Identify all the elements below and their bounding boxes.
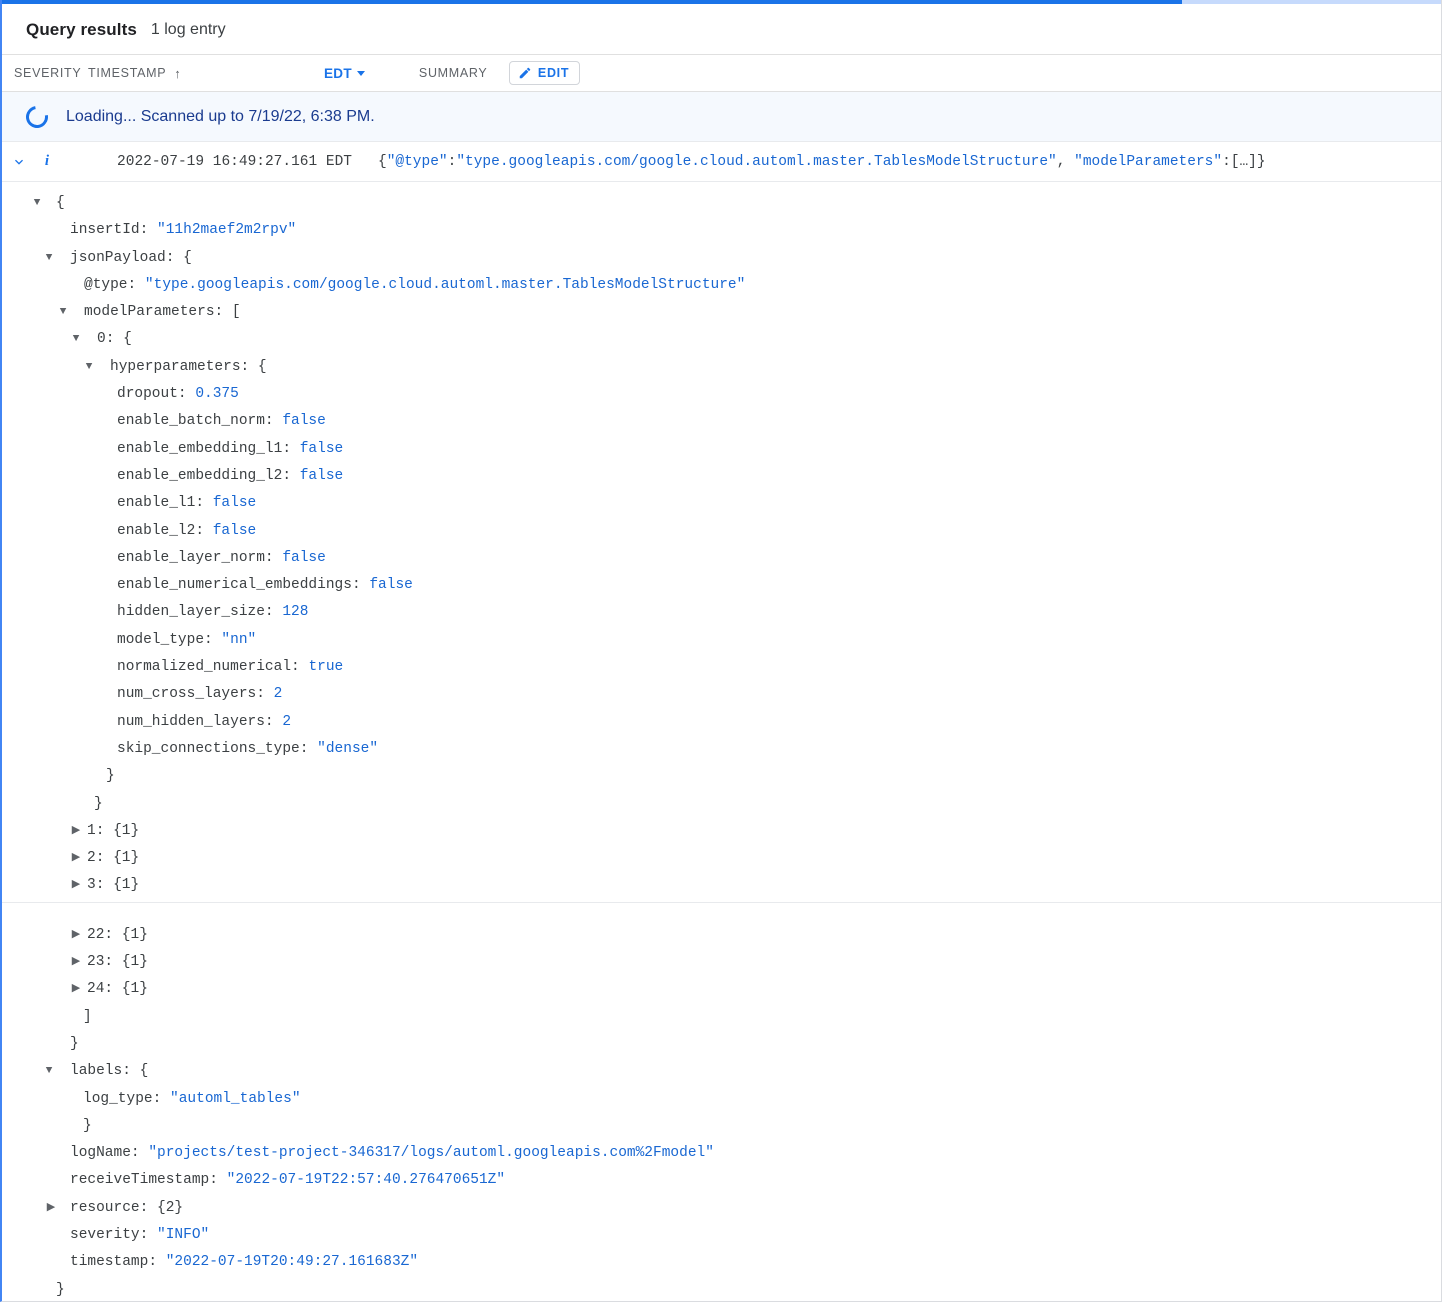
summary-key-modelparameters: "modelParameters"	[1074, 153, 1223, 170]
json-value-text: "2022-07-19T20:49:27.161683Z"	[165, 1254, 419, 1271]
column-header-summary[interactable]: SUMMARY	[418, 66, 488, 80]
json-value-text: true	[308, 659, 344, 676]
json-tree-row	[2, 709, 1441, 736]
json-value-text: "automl_tables"	[170, 1090, 301, 1107]
tree-expand-icon[interactable]	[69, 818, 83, 845]
json-key-text: }	[83, 1117, 92, 1134]
json-key-text: resource: {2}	[70, 1199, 184, 1216]
json-key-text: enable_l2:	[117, 522, 213, 539]
json-tree-row	[2, 1058, 1441, 1085]
json-value-text: false	[212, 495, 257, 512]
timezone-label: EDT	[324, 65, 352, 81]
json-tree-gap	[2, 902, 1441, 918]
json-tree-row	[2, 791, 1441, 818]
json-tree-row	[2, 245, 1441, 272]
chevron-down-icon	[357, 71, 365, 76]
json-tree-row	[2, 599, 1441, 626]
json-tree-row	[2, 922, 1441, 949]
json-key-text: log_type:	[83, 1090, 171, 1107]
json-value-text: false	[282, 549, 326, 566]
json-tree-row	[2, 1086, 1441, 1113]
json-tree-row	[2, 1140, 1441, 1167]
json-key-text: ]	[83, 1008, 92, 1025]
json-key-text: num_cross_layers:	[117, 686, 274, 703]
json-key-text: timestamp:	[70, 1254, 166, 1271]
json-key-text: skip_connections_type:	[117, 740, 318, 757]
json-key-text: model_type:	[117, 631, 222, 648]
tree-expand-icon[interactable]	[69, 845, 83, 872]
json-key-text: jsonPayload: {	[70, 249, 192, 266]
summary-brace: {	[378, 153, 387, 170]
progress-fill	[2, 0, 1182, 4]
json-key-text: 22: {1}	[87, 926, 148, 943]
json-tree-row	[2, 572, 1441, 599]
tree-expand-icon[interactable]	[69, 976, 83, 1003]
json-key-text: enable_numerical_embeddings:	[117, 577, 370, 594]
json-tree-row	[2, 190, 1441, 217]
json-value-text: "nn"	[221, 631, 257, 648]
json-key-text: }	[56, 1281, 65, 1298]
tree-expand-icon[interactable]	[69, 949, 83, 976]
json-value-text: 0.375	[195, 386, 239, 403]
json-tree-row	[2, 845, 1441, 872]
json-key-text: {	[56, 195, 65, 211]
json-value-text: false	[212, 522, 257, 539]
json-key-text: 23: {1}	[87, 954, 148, 971]
log-entry-json-tree	[2, 182, 1441, 1314]
results-header	[2, 4, 1441, 54]
edit-summary-label: EDIT	[537, 66, 570, 80]
tree-expand-icon[interactable]	[44, 1195, 58, 1222]
json-tree-row	[2, 490, 1441, 517]
json-key-text: dropout:	[117, 386, 196, 403]
json-tree-row	[2, 408, 1441, 435]
json-tree-row	[2, 654, 1441, 681]
json-tree-row	[2, 272, 1441, 299]
column-header-timestamp[interactable]	[88, 66, 318, 81]
json-tree-row	[2, 1249, 1441, 1276]
json-key-text: }	[106, 768, 115, 785]
tree-collapse-icon[interactable]	[42, 245, 56, 272]
json-key-text: hyperparameters: {	[110, 358, 267, 375]
json-value-text: 128	[282, 604, 309, 621]
json-tree-row	[2, 818, 1441, 845]
json-key-text: }	[94, 795, 103, 812]
json-key-text: num_hidden_layers:	[117, 713, 283, 730]
json-tree-row	[2, 1195, 1441, 1222]
summary-value-type: "type.googleapis.com/google.cloud.automl.master.TablesModelStructure"	[456, 153, 1057, 170]
json-value-text: false	[369, 577, 413, 594]
json-tree-row	[2, 681, 1441, 708]
json-value-text: false	[299, 467, 344, 484]
json-key-text: severity:	[70, 1226, 158, 1243]
summary-key-type: "@type"	[386, 153, 448, 170]
json-tree-row	[2, 1031, 1441, 1058]
json-tree-row	[2, 326, 1441, 353]
json-key-text: enable_embedding_l2:	[117, 467, 300, 484]
tree-collapse-icon[interactable]	[56, 299, 70, 326]
pencil-icon	[518, 66, 532, 80]
tree-collapse-icon[interactable]	[82, 354, 96, 381]
json-key-text: 2: {1}	[87, 850, 140, 867]
json-value-text: "projects/test-project-346317/logs/automl.googleapis.com%2Fmodel"	[148, 1145, 714, 1162]
tree-expand-icon[interactable]	[69, 922, 83, 949]
json-tree-row	[2, 627, 1441, 654]
summary-colon: :	[447, 153, 457, 170]
json-value-text: "type.googleapis.com/google.cloud.automl.master.TablesModelStructure"	[144, 276, 746, 293]
column-header-timestamp-label: TIMESTAMP	[88, 66, 167, 80]
results-count: 1 log entry	[150, 21, 226, 38]
severity-info-icon[interactable]: i	[44, 153, 50, 169]
json-key-text: modelParameters: [	[84, 304, 241, 321]
json-tree-row	[2, 976, 1441, 1003]
json-value-text: "dense"	[317, 740, 379, 757]
json-tree-row	[2, 436, 1441, 463]
json-value-text: 2	[273, 686, 283, 703]
json-key-text: enable_batch_norm:	[117, 413, 283, 430]
column-header-severity[interactable]: SEVERITY	[14, 66, 82, 80]
json-key-text: enable_layer_norm:	[117, 549, 283, 566]
tree-collapse-icon[interactable]	[30, 190, 44, 217]
json-value-text: "11h2maef2m2rpv"	[157, 222, 297, 239]
json-key-text: insertId:	[70, 222, 158, 239]
json-tree-row	[2, 763, 1441, 790]
loading-progress-bar	[2, 0, 1441, 4]
json-key-text: }	[70, 1035, 79, 1052]
json-tree-row	[2, 299, 1441, 326]
loading-banner	[2, 92, 1441, 142]
summary-comma: ,	[1056, 153, 1075, 170]
json-key-text: enable_embedding_l1:	[117, 440, 300, 457]
tree-collapse-icon[interactable]	[42, 1058, 56, 1085]
log-entry-summary	[378, 154, 1266, 170]
json-tree-row	[2, 949, 1441, 976]
loading-status-text: Loading... Scanned up to 7/19/22, 6:38 PM.	[66, 107, 375, 125]
json-key-text: hidden_layer_size:	[117, 604, 283, 621]
loading-spinner-icon	[22, 101, 53, 132]
json-value-text: false	[282, 413, 326, 430]
json-tree-row	[2, 381, 1441, 408]
json-value-text: false	[299, 440, 344, 457]
json-tree-row	[2, 736, 1441, 763]
json-key-text: @type:	[84, 276, 145, 293]
summary-tail: :[…]}	[1222, 153, 1266, 170]
json-key-text: enable_l1:	[117, 495, 213, 512]
json-tree-row	[2, 518, 1441, 545]
json-key-text: 24: {1}	[87, 981, 148, 998]
sort-ascending-icon[interactable]: ↑	[174, 65, 182, 81]
json-key-text: 1: {1}	[87, 822, 140, 839]
json-key-text: logName:	[70, 1145, 149, 1162]
json-tree-row	[2, 872, 1441, 899]
json-value-text: "INFO"	[157, 1226, 210, 1243]
json-tree-row	[2, 1004, 1441, 1031]
json-tree-row	[2, 217, 1441, 244]
expand-collapse-entry-icon[interactable]	[2, 154, 36, 170]
json-key-text: 0: {	[97, 331, 132, 348]
json-key-text: 3: {1}	[87, 877, 140, 894]
tree-collapse-icon[interactable]	[69, 326, 83, 353]
json-tree-row	[2, 1113, 1441, 1140]
log-entry-timestamp: 2022-07-19 16:49:27.161 EDT	[117, 153, 352, 170]
json-tree-row	[2, 354, 1441, 381]
json-key-text: labels: {	[70, 1063, 149, 1080]
timezone-selector[interactable]	[318, 63, 371, 84]
results-toolbar	[2, 54, 1441, 92]
json-value-text: 2	[282, 713, 292, 730]
log-entry-row[interactable]	[2, 142, 1441, 182]
json-tree-row	[2, 463, 1441, 490]
json-value-text: "2022-07-19T22:57:40.276470651Z"	[226, 1172, 506, 1189]
json-tree-row	[2, 545, 1441, 572]
json-key-text: normalized_numerical:	[117, 659, 309, 676]
json-tree-row	[2, 1167, 1441, 1194]
edit-summary-button[interactable]	[509, 61, 580, 85]
json-key-text: receiveTimestamp:	[70, 1172, 227, 1189]
json-tree-row	[2, 1222, 1441, 1249]
json-tree-row	[2, 1277, 1441, 1304]
tree-expand-icon[interactable]	[69, 872, 83, 899]
page-title: Query results	[26, 20, 137, 39]
